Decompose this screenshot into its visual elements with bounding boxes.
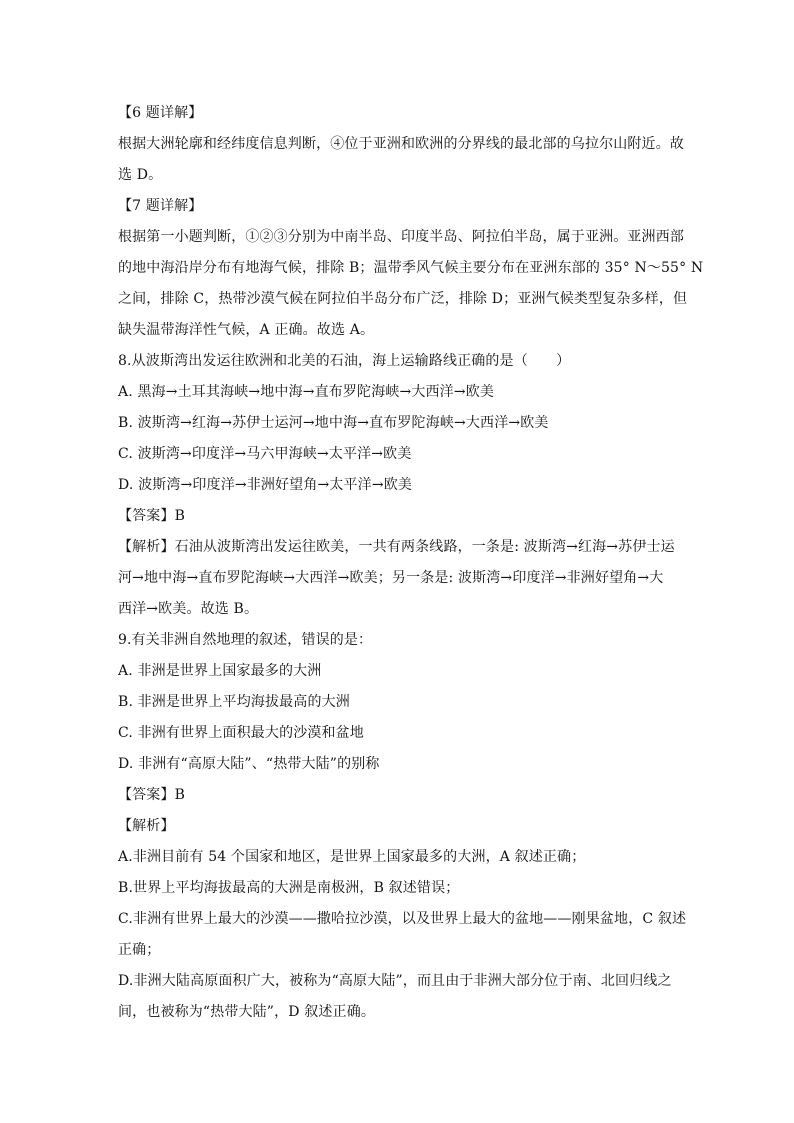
question-8-option-d: D. 波斯湾→印度洋→非洲好望角→太平洋→欧美 [118,477,412,493]
document-page [118,98,704,1028]
question-9-option-b: B. 非洲是世界上平均海拔最高的大洲 [118,694,350,710]
q7-explanation-line-3: 之间，排除 C，热带沙漠气候在阿拉伯半岛分布广泛，排除 D；亚洲气候类型复杂多样，但 [118,291,688,307]
question-8-option-b: B. 波斯湾→红海→苏伊士运河→地中海→直布罗陀海峡→大西洋→欧美 [118,415,549,431]
question-8-option-a: A. 黑海→土耳其海峡→地中海→直布罗陀海峡→大西洋→欧美 [118,384,495,400]
q6-explanation-line-2: 选 D。 [118,167,163,183]
question-9-analysis-heading: 【解析】 [118,818,175,834]
question-9-analysis-c-line-1: C.非洲有世界上最大的沙漠——撒哈拉沙漠，以及世界上最大的盆地——刚果盆地，C 叙述 [118,911,687,927]
q7-explanation-line-2: 的地中海沿岸分布有地海气候，排除 B；温带季风气候主要分布在亚洲东部的 35° N～55° N [118,260,704,276]
question-8-stem: 8.从波斯湾出发运往欧洲和北美的石油，海上运输路线正确的是（ ） [118,353,571,369]
question-9-stem: 9.有关非洲自然地理的叙述，错误的是： [118,632,373,648]
question-9-analysis-d-line-2: 间，也被称为“热带大陆”，D 叙述正确。 [118,1004,375,1020]
question-8-answer: 【答案】B [118,508,186,524]
q6-explanation-line-1: 根据大洲轮廓和经纬度信息判断，④位于亚洲和欧洲的分界线的最北部的乌拉尔山附近。故 [118,136,684,152]
question-8-option-c: C. 波斯湾→印度洋→马六甲海峡→太平洋→欧美 [118,446,412,462]
question-9-option-a: A. 非洲是世界上国家最多的大洲 [118,663,322,679]
section-heading-q7: 【7 题详解】 [118,198,203,214]
question-9-analysis-b: B.世界上平均海拔最高的大洲是南极洲，B 叙述错误； [118,880,460,896]
q7-explanation-line-1: 根据第一小题判断，①②③分别为中南半岛、印度半岛、阿拉伯半岛，属于亚洲。亚洲西部 [118,229,684,245]
section-heading-q6: 【6 题详解】 [118,105,203,121]
question-8-analysis-line-1: 【解析】石油从波斯湾出发运往欧美，一共有两条线路，一条是: 波斯湾→红海→苏伊士运 [118,539,675,555]
question-9-analysis-a: A.非洲目前有 54 个国家和地区，是世界上国家最多的大洲，A 叙述正确； [118,849,586,865]
question-8-analysis-line-2: 河→地中海→直布罗陀海峡→大西洋→欧美；另一条是: 波斯湾→印度洋→非洲好望角→大 [118,570,664,586]
q7-explanation-line-4: 缺失温带海洋性气候，A 正确。故选 A。 [118,322,375,338]
question-8-analysis-line-3: 西洋→欧美。故选 B。 [118,601,259,617]
question-9-answer: 【答案】B [118,787,186,803]
question-9-option-d: D. 非洲有“高原大陆”、“热带大陆”的别称 [118,756,380,772]
question-9-analysis-c-line-2: 正确； [118,942,161,958]
question-9-option-c: C. 非洲有世界上面积最大的沙漠和盆地 [118,725,364,741]
question-9-analysis-d-line-1: D.非洲大陆高原面积广大，被称为“高原大陆”，而且由于非洲大部分位于南、北回归线之 [118,973,672,989]
